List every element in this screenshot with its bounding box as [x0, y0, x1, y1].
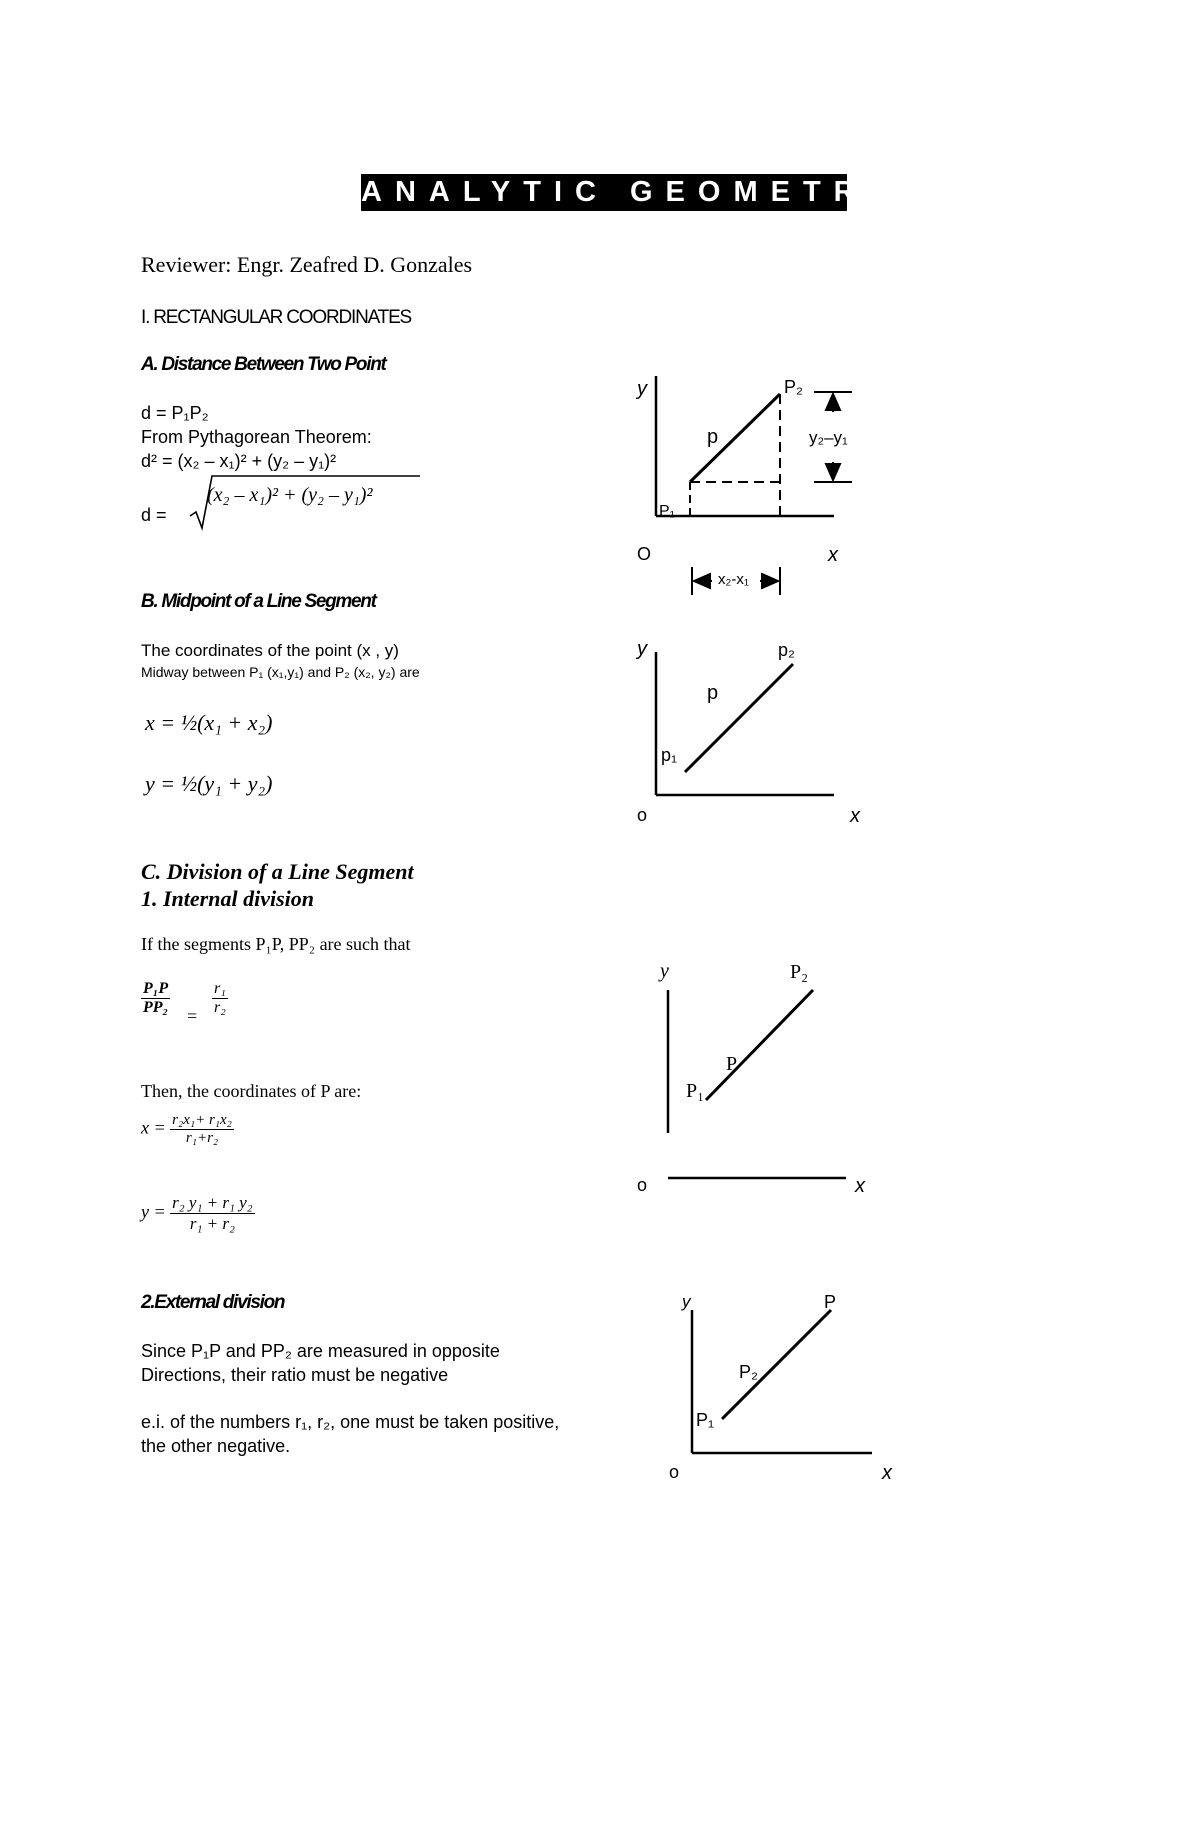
midpoint-line-1: The coordinates of the point (x , y): [141, 641, 399, 660]
external-line-3: e.i. of the numbers r₁, r₂, one must be taken positive,: [141, 1412, 560, 1432]
midpoint-heading: B. Midpoint of a Line Segment: [141, 591, 376, 612]
d4-y-label: y: [682, 1292, 691, 1311]
external-division-heading: 2.External division: [141, 1292, 285, 1313]
internal-x-num: r₂x₁+ r₁x₂: [172, 1112, 232, 1128]
d3-origin-label: o: [637, 1175, 648, 1195]
external-line-2: Directions, their ratio must be negative: [141, 1365, 449, 1385]
d1-x-label: x: [828, 544, 838, 566]
division-line-2: Then, the coordinates of P are:: [141, 1081, 362, 1101]
midpoint-formula-x: x = ½(x₁ + x₂): [145, 710, 273, 735]
internal-division-heading: 1. Internal division: [141, 886, 314, 911]
ratio-left-num: P₁P: [143, 980, 169, 997]
d2-p1-label: p₁: [661, 745, 678, 765]
distance-formula: d² = (x₂ – x₁)² + (y₂ – y₁)²: [141, 451, 337, 471]
d4-p1-label: P₁: [696, 1410, 715, 1430]
midpoint-line-2: Midway between P₁ (x₁,y₁) and P₂ (x₂, y₂) are: [141, 664, 420, 680]
division-line-1: If the segments P₁P, PP₂ are such that: [141, 934, 411, 954]
distance-root-lhs: d =: [141, 505, 167, 525]
ratio-left-den: PP₂: [143, 999, 169, 1016]
ratio-right-num: r₁: [214, 980, 226, 997]
d4-p2-label: P₂: [739, 1362, 758, 1382]
d3-p2-label: P₂: [790, 961, 809, 983]
d4-p-label: P: [824, 1292, 837, 1312]
midpoint-formula-y: y = ½(y₁ + y₂): [145, 771, 273, 796]
distance-radicand: (x₂ – x₁)² + (y₂ – y₁)²: [207, 484, 373, 506]
distance-line-1: d = P₁P₂: [141, 403, 209, 423]
external-line-1: Since P₁P and PP₂ are measured in opposite: [141, 1341, 500, 1361]
d1-dx-label: x₂-x₁: [718, 571, 749, 588]
d1-p2-label: P₂: [784, 377, 803, 397]
external-line-4: the other negative.: [141, 1436, 291, 1456]
distance-heading: A. Distance Between Two Point: [141, 354, 386, 375]
internal-y-num: r₂ y₁ + r₁ y₂: [172, 1193, 253, 1212]
d2-origin-label: o: [637, 805, 648, 825]
reviewer-line: Reviewer: Engr. Zeafred D. Gonzales: [141, 252, 473, 277]
division-heading: C. Division of a Line Segment: [141, 859, 414, 884]
d1-p-label: p: [707, 426, 719, 448]
d3-p-label: P: [726, 1053, 738, 1075]
d3-x-label: x: [855, 1175, 865, 1197]
d1-y-label: y: [637, 378, 647, 400]
distance-line-2: From Pythagorean Theorem:: [141, 427, 372, 447]
d1-origin-label: O: [637, 544, 652, 564]
internal-y-lhs: y =: [141, 1201, 166, 1222]
internal-x-den: r₁+r₂: [185, 1130, 219, 1146]
ratio-right-den: r₂: [214, 999, 226, 1016]
internal-x-lhs: x =: [141, 1117, 166, 1138]
section-heading: I. RECTANGULAR COORDINATES: [141, 307, 412, 328]
d3-y-label: y: [660, 960, 669, 982]
ratio-equals: =: [187, 1006, 198, 1026]
d2-y-label: y: [637, 638, 647, 660]
internal-y-den: r₁ + r₂: [189, 1214, 235, 1233]
d1-dy-label: y₂–y₁: [809, 428, 848, 447]
d2-p2-label: p₂: [778, 640, 795, 660]
d2-x-label: x: [850, 805, 860, 827]
d1-p1-label: P₁: [659, 503, 676, 520]
d4-x-label: x: [882, 1462, 892, 1484]
d3-p1-label: P₁: [686, 1080, 705, 1102]
d2-p-label: p: [707, 682, 719, 704]
d4-origin-label: o: [669, 1462, 680, 1482]
page-title: ANALYTIC GEOMETRY: [361, 174, 847, 211]
